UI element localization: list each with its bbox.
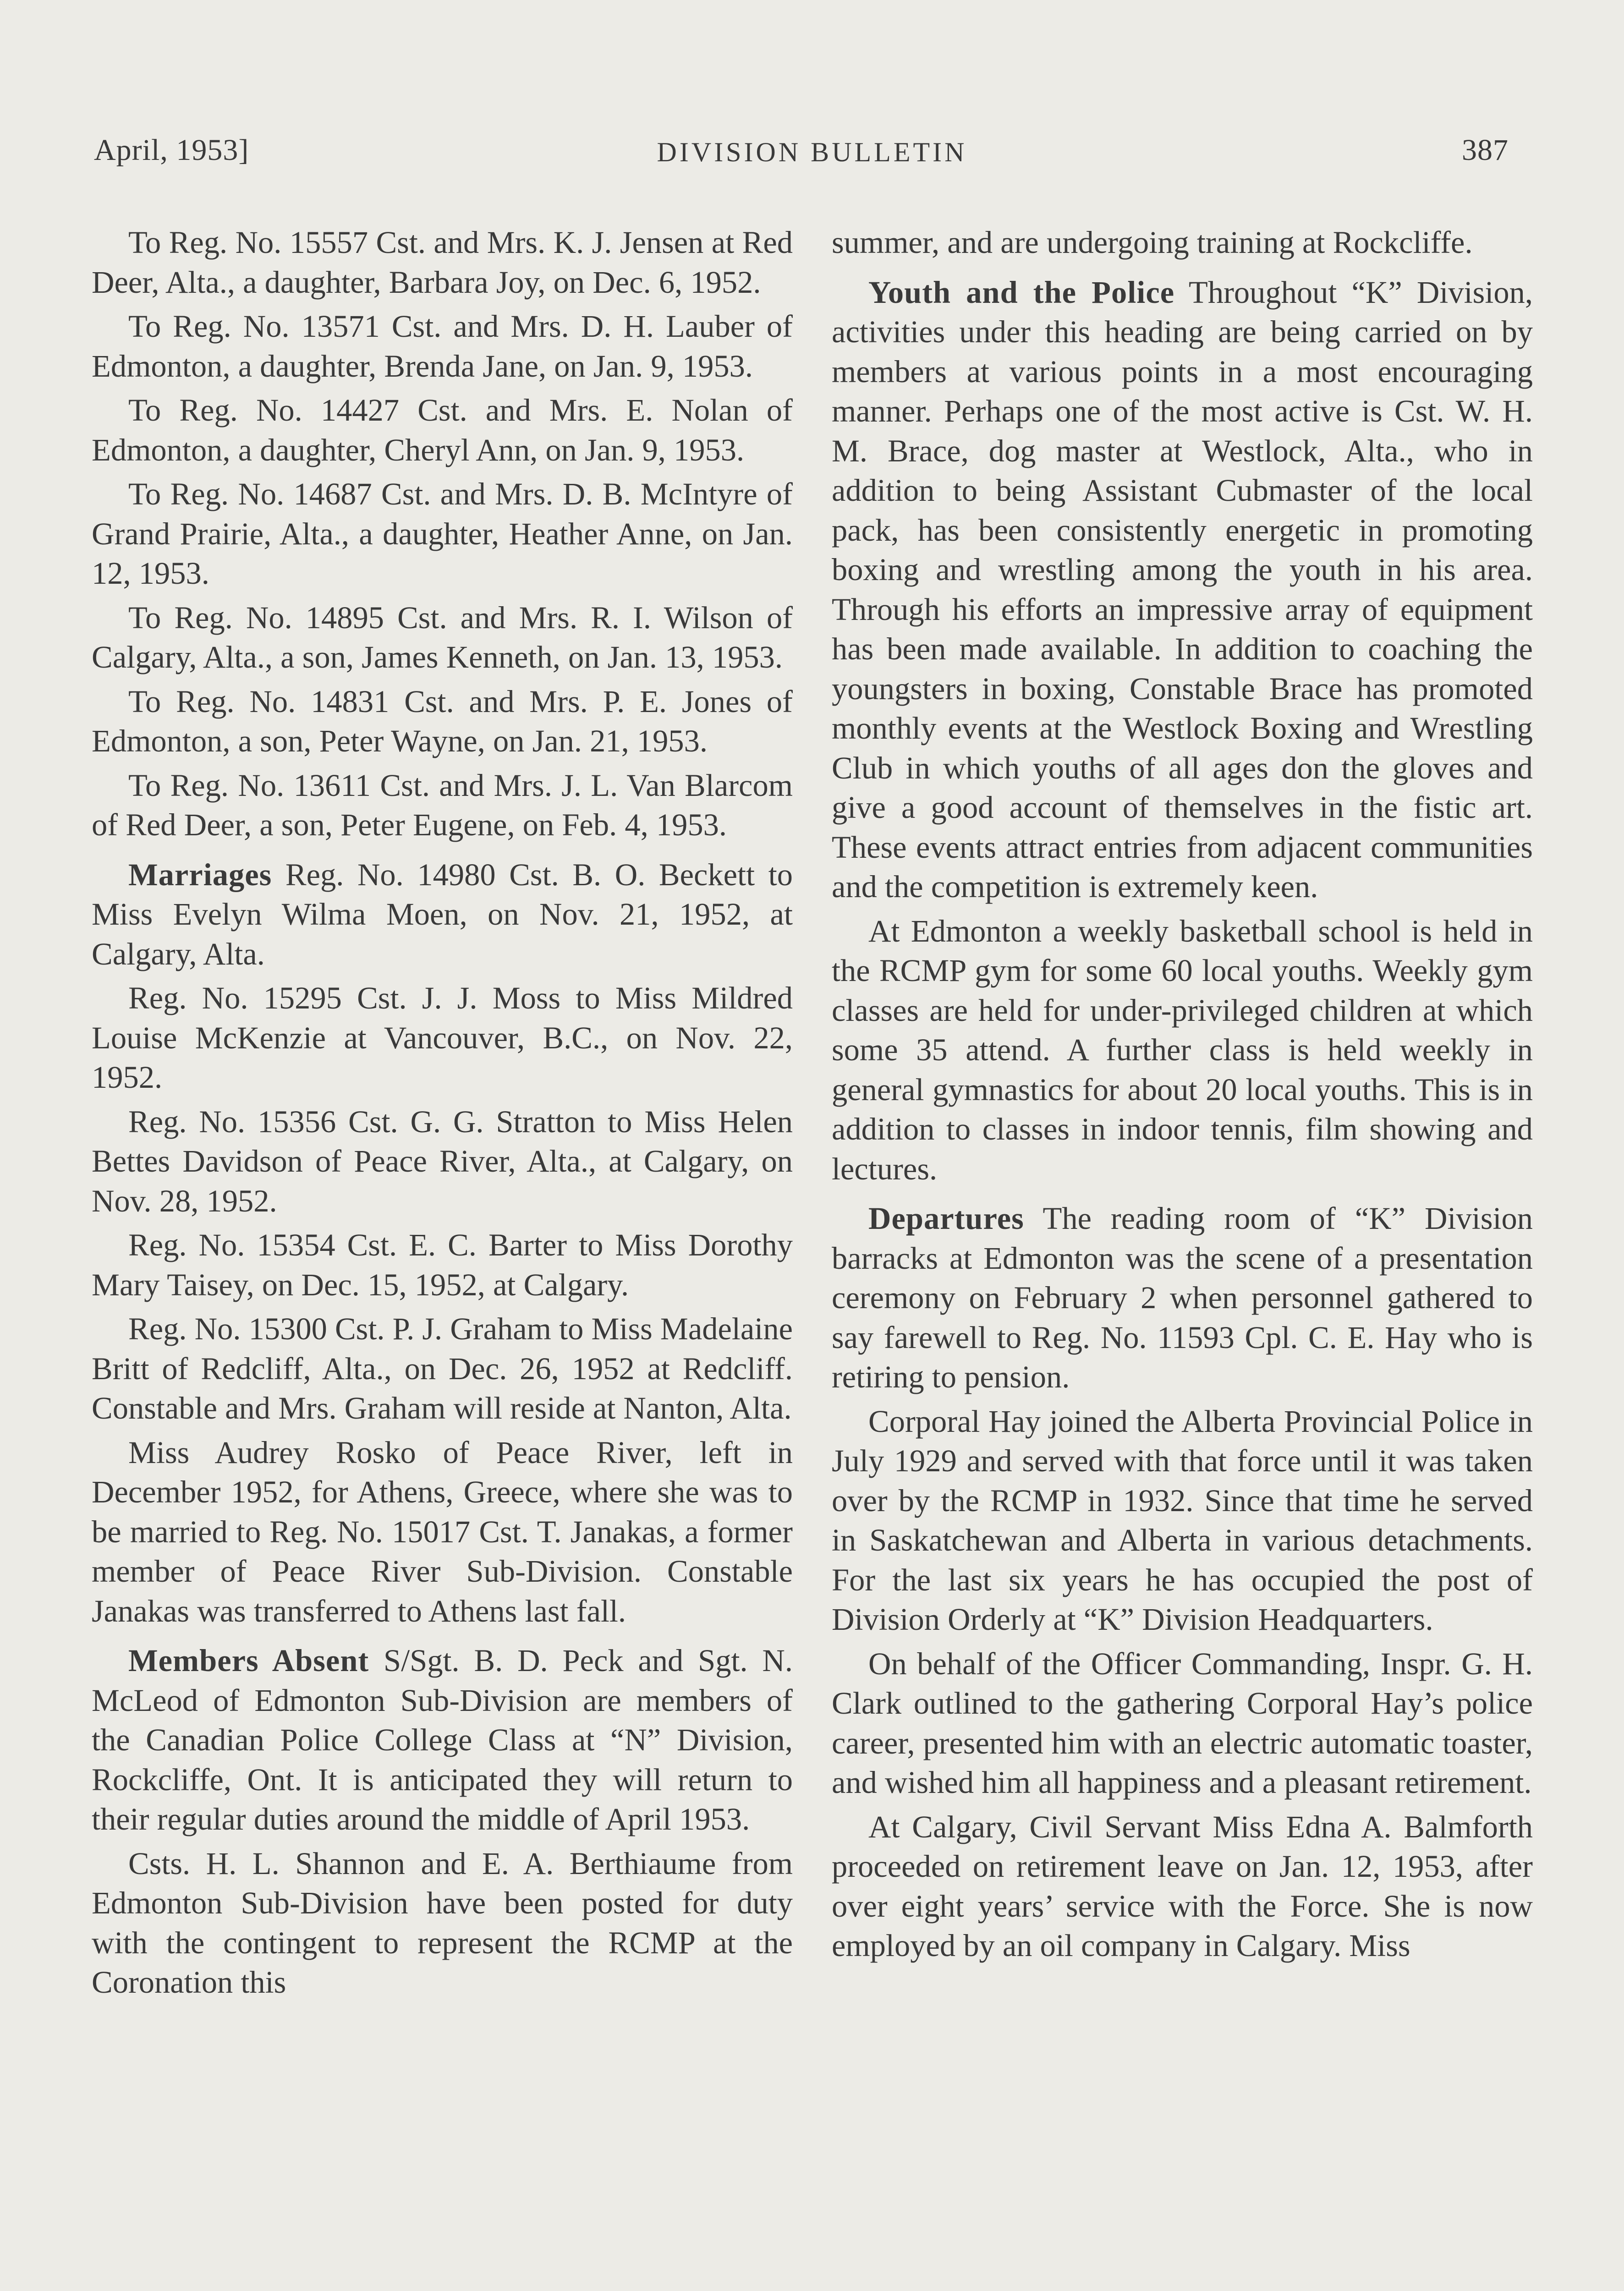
- paragraph: [92, 474, 793, 593]
- paragraph-text: At Calgary, Civil Servant Miss Edna A. Balmforth proceeded on retirement leave on Jan. 12, 1953, after over eight years’ service with the Force. She is now employed by an oil company in Calgary. Miss: [832, 1809, 1533, 1963]
- paragraph-text: Miss Audrey Rosko of Peace River, left in December 1952, for Athens, Greece, where she was to be married to Reg. No. 15017 Cst. T. Janakas, a former member of Peace River Sub-Division. Constable Janakas was transferred to Athens last fall.: [92, 1435, 793, 1628]
- paragraph-text: Throughout “K” Division, activities under this heading are being carried on by members at various points in a most encouraging manner. Perhaps one of the most active is Cst. W. H. M. Brace, dog master at Westlock, Alta., who in addition to being Assistant Cubmaster of the local pack, has been consistently energetic in promoting boxing and wrestling among the youth in his area. Through his efforts an impressive array of equipment has been made available. In addition to coaching the youngsters in boxing, Constable Brace has promoted monthly events at the Westlock Boxing and Wrestling Club in which youths of all ages don the gloves and give a good account of themselves in the fistic art. These events attract entries from adjacent communities and the competition is extremely keen.: [832, 274, 1533, 904]
- section-paragraph: [832, 273, 1533, 907]
- section-heading: Members Absent: [128, 1643, 369, 1678]
- right-column: [832, 223, 1533, 1966]
- paragraph: [92, 978, 793, 1097]
- paragraph: [92, 682, 793, 761]
- paragraph: [92, 307, 793, 386]
- paragraph-text: To Reg. No. 14831 Cst. and Mrs. P. E. Jones of Edmonton, a son, Peter Wayne, on Jan. 21, 1953.: [92, 684, 793, 758]
- paragraph: [92, 598, 793, 677]
- section-heading: Departures: [868, 1201, 1024, 1236]
- page-header: [0, 0, 1624, 192]
- paragraph-text: To Reg. No. 15557 Cst. and Mrs. K. J. Jensen at Red Deer, Alta., a daughter, Barbara Joy, on Dec. 6, 1952.: [92, 225, 793, 300]
- paragraph-text: Reg. No. 15295 Cst. J. J. Moss to Miss Mildred Louise McKenzie at Vancouver, B.C., on Nov. 22, 1952.: [92, 981, 793, 1095]
- paragraph-text: To Reg. No. 13571 Cst. and Mrs. D. H. Lauber of Edmonton, a daughter, Brenda Jane, on Jan. 9, 1953.: [92, 309, 793, 384]
- paragraph: [832, 223, 1533, 263]
- paragraph: [832, 911, 1533, 1189]
- paragraph-text: Reg. No. 15354 Cst. E. C. Barter to Miss Dorothy Mary Taisey, on Dec. 15, 1952, at Calgary.: [92, 1228, 793, 1302]
- paragraph-text: To Reg. No. 14427 Cst. and Mrs. E. Nolan of Edmonton, a daughter, Cheryl Ann, on Jan. 9, 1953.: [92, 393, 793, 467]
- paragraph: [92, 223, 793, 302]
- paragraph-text: To Reg. No. 14895 Cst. and Mrs. R. I. Wilson of Calgary, Alta., a son, James Kenneth, on Jan. 13, 1953.: [92, 600, 793, 674]
- paragraph: [92, 1433, 793, 1631]
- paragraph-text: Reg. No. 14980 Cst. B. O. Beckett to Miss Evelyn Wilma Moen, on Nov. 21, 1952, at Calgary, Alta.: [92, 857, 793, 971]
- paragraph: [92, 1102, 793, 1221]
- paragraph-text: S/Sgt. B. D. Peck and Sgt. N. McLeod of Edmonton Sub-Division are members of the Canadian Police College Class at “N” Division, Rockcliffe, Ont. It is anticipated they will return to their regular duties around the middle of April 1953.: [92, 1643, 793, 1836]
- paragraph: [92, 1309, 793, 1428]
- paragraph: [832, 1807, 1533, 1966]
- paragraph-text: Reg. No. 15300 Cst. P. J. Graham to Miss Madelaine Britt of Redcliff, Alta., on Dec. 26, 1952 at Redcliff. Constable and Mrs. Graham will reside at Nanton, Alta.: [92, 1311, 793, 1425]
- paragraph: [832, 1644, 1533, 1803]
- section-paragraph: [92, 855, 793, 974]
- paragraph-text: At Edmonton a weekly basketball school is held in the RCMP gym for some 60 local youths. Weekly gym classes are held for under-privileged children at which some 35 attend. A further class is held weekly in general gymnastics for about 20 local youths. This is in addition to classes in indoor tennis, film showing and lectures.: [832, 913, 1533, 1186]
- paragraph-text: The reading room of “K” Division barracks at Edmonton was the scene of a presentation ceremony on February 2 when personnel gathered to say farewell to Reg. No. 11593 Cpl. C. E. Hay who is retiring to pension.: [832, 1201, 1533, 1394]
- page-number: 387: [1462, 133, 1509, 167]
- paragraph-text: Reg. No. 15356 Cst. G. G. Stratton to Miss Helen Bettes Davidson of Peace River, Alta., at Calgary, on Nov. 28, 1952.: [92, 1104, 793, 1218]
- bulletin-title: DIVISION BULLETIN: [657, 137, 967, 167]
- paragraph: [92, 1225, 793, 1304]
- paragraph-text: To Reg. No. 13611 Cst. and Mrs. J. L. Van Blarcom of Red Deer, a son, Peter Eugene, on Feb. 4, 1953.: [92, 767, 793, 842]
- section-heading: Youth and the Police: [868, 274, 1175, 310]
- section-paragraph: [92, 1641, 793, 1839]
- paragraph: [832, 1402, 1533, 1639]
- paragraph-text: Corporal Hay joined the Alberta Provincial Police in July 1929 and served with that force until it was taken over by the RCMP in 1932. Since that time he served in Saskatchewan and Alberta in various detachments. For the last six years he has occupied the post of Division Orderly at “K” Division Headquarters.: [832, 1403, 1533, 1637]
- paragraph-text: Csts. H. L. Shannon and E. A. Berthiaume from Edmonton Sub-Division have been posted for duty with the contingent to represent the RCMP at the Coronation this: [92, 1846, 793, 2000]
- section-heading: Marriages: [128, 857, 272, 892]
- paragraph-text: summer, and are undergoing training at Rockcliffe.: [832, 225, 1473, 260]
- paragraph: [92, 390, 793, 470]
- section-paragraph: [832, 1199, 1533, 1397]
- paragraph-text: To Reg. No. 14687 Cst. and Mrs. D. B. McIntyre of Grand Prairie, Alta., a daughter, Heather Anne, on Jan. 12, 1953.: [92, 477, 793, 591]
- paragraph: [92, 1844, 793, 2002]
- left-column: [92, 223, 793, 2002]
- paragraph-text: On behalf of the Officer Commanding, Inspr. G. H. Clark outlined to the gathering Corporal Hay’s police career, presented him with an electric automatic toaster, and wished him all happiness and a pleasant retirement.: [832, 1646, 1533, 1800]
- paragraph: [92, 766, 793, 845]
- issue-date: April, 1953]: [94, 133, 249, 167]
